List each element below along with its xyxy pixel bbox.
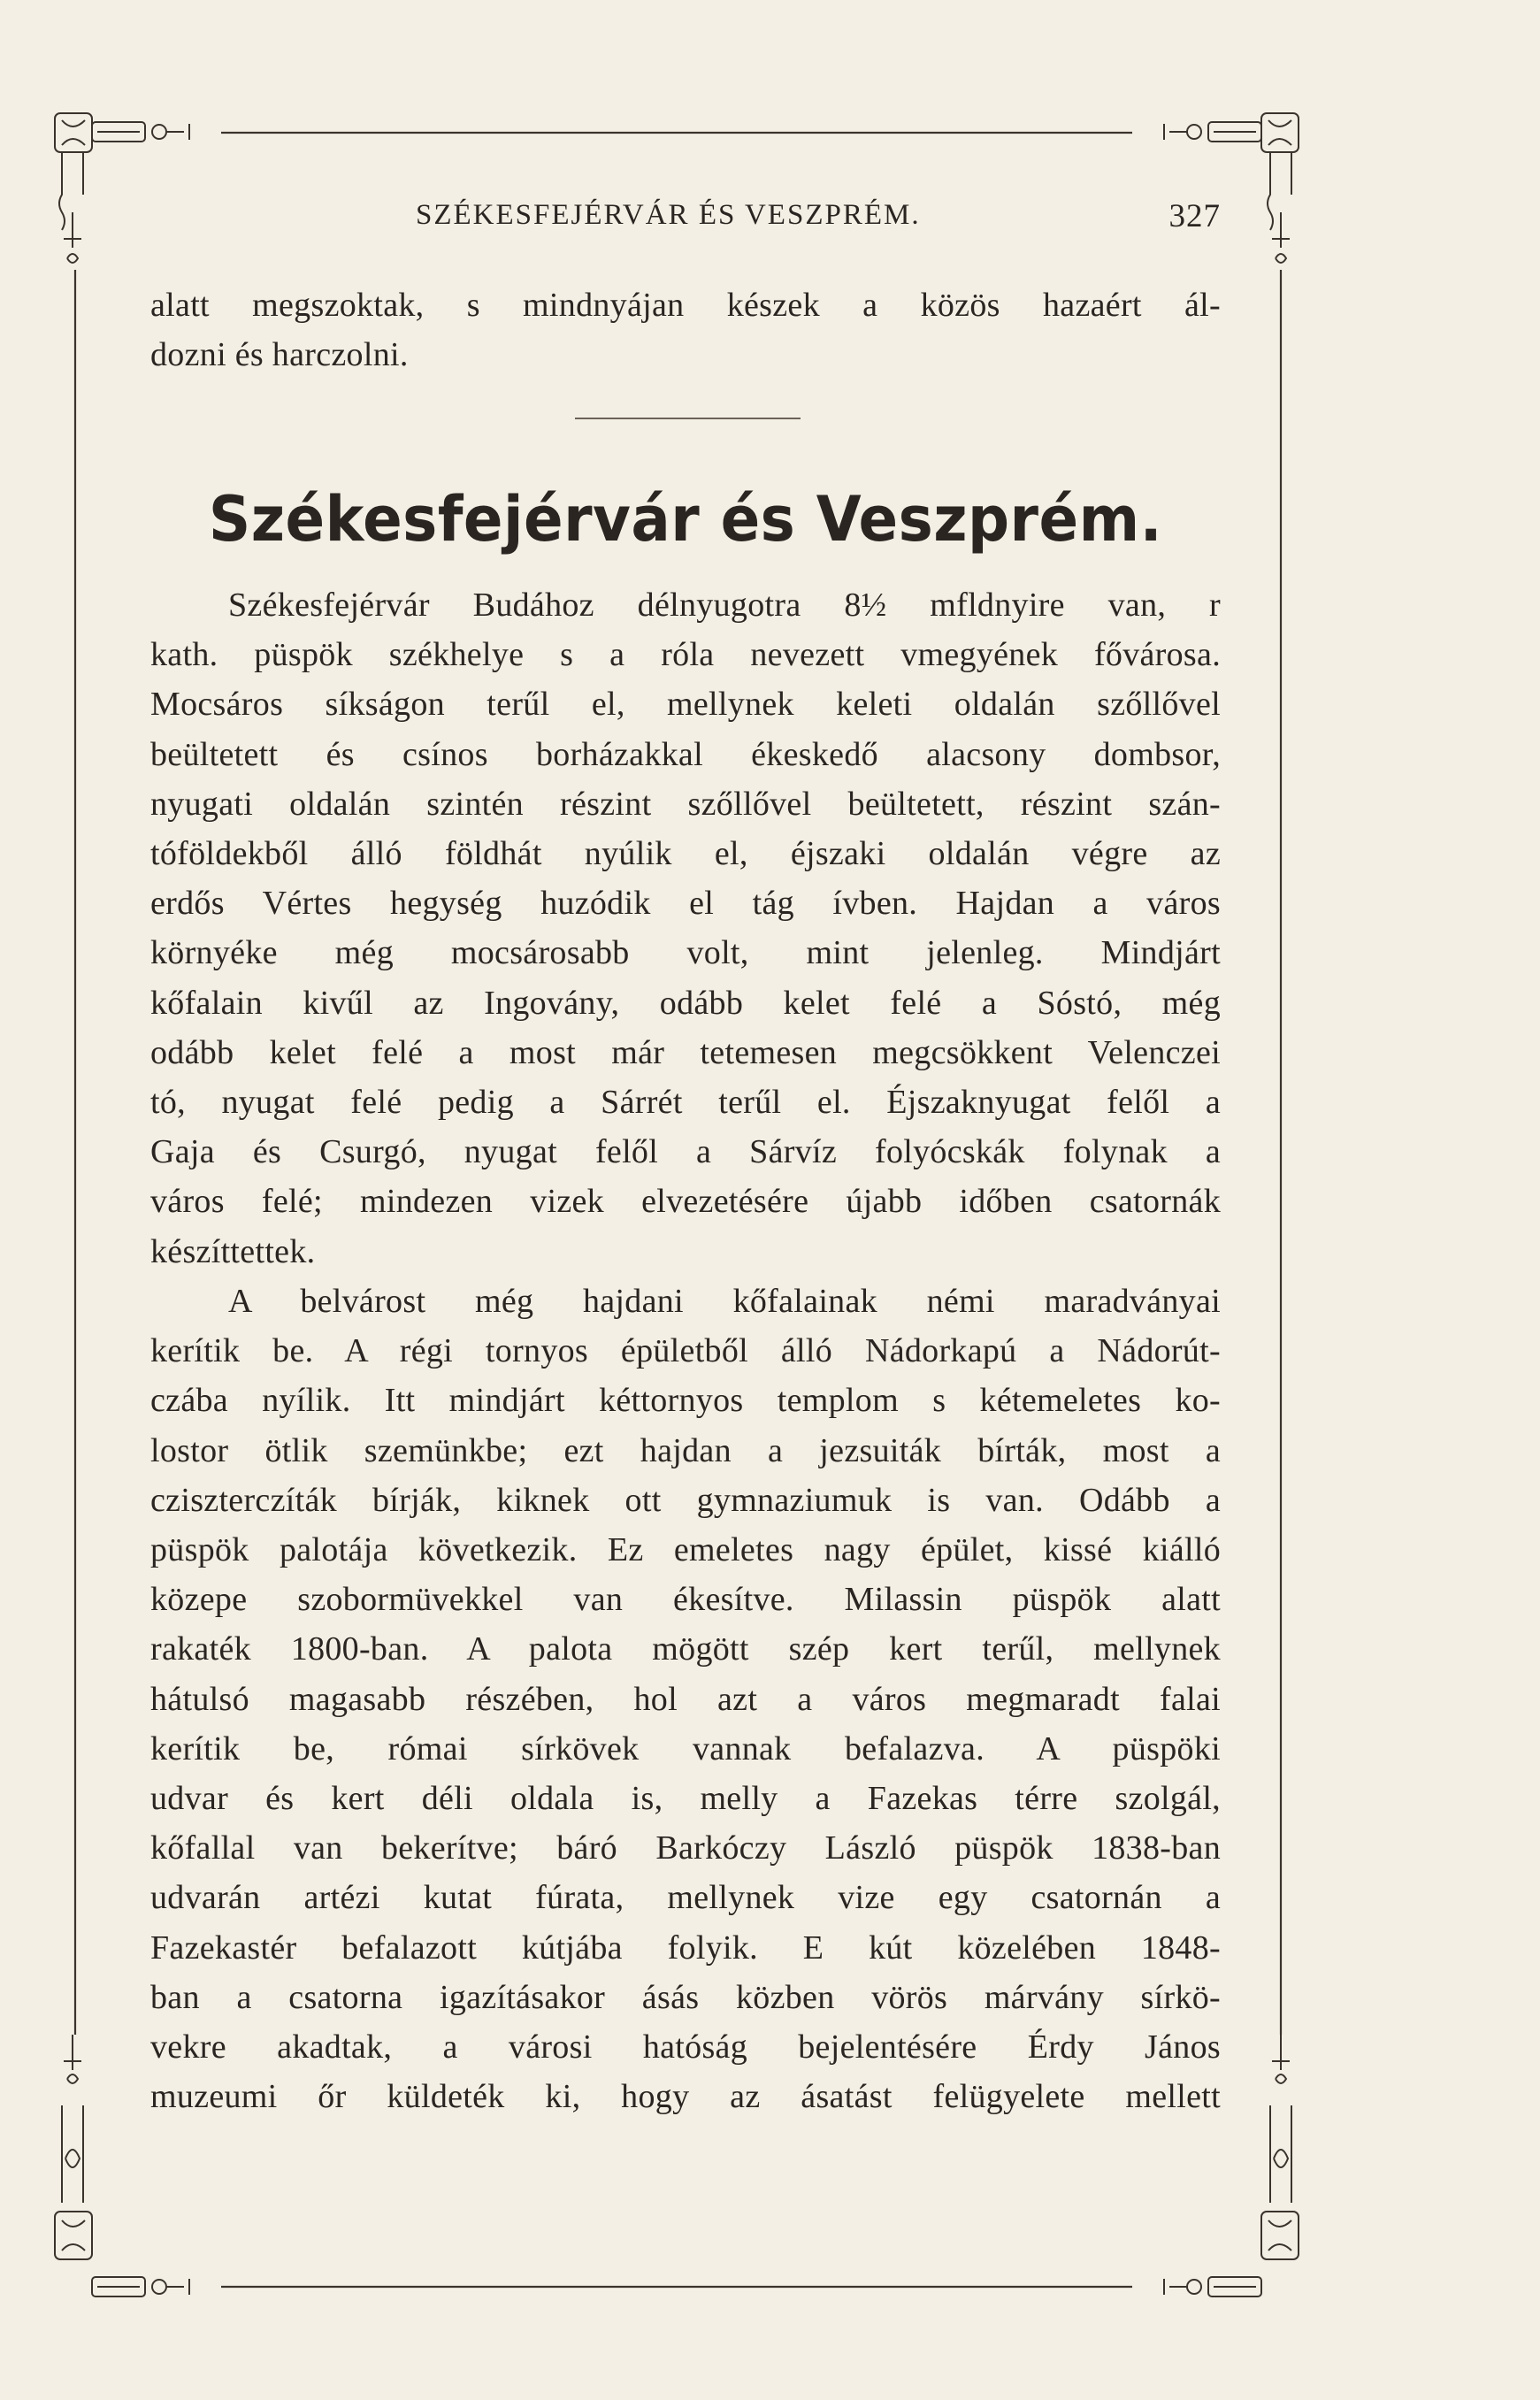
text-line: Fazekastér befalazott kútjába folyik. E kút közelében 1848- bbox=[150, 1928, 1221, 1967]
text-line: ban a csatorna igazításakor ásás közben vörös márvány sírkö- bbox=[150, 1978, 1221, 2016]
continuation-text bbox=[150, 280, 1221, 380]
text-line: udvar és kert déli oldala is, melly a Fazekas térre szolgál, bbox=[150, 1780, 1221, 1818]
text-line: erdős Vértes hegység huzódik el tág ívben. Hajdan a város bbox=[150, 885, 1221, 923]
text-line: város felé; mindezen vizek elvezetésére újabb időben csatornák bbox=[150, 1183, 1221, 1221]
text-line: A belvárost még hajdani kőfalainak némi maradványai bbox=[228, 1283, 1221, 1320]
text-line: alatt megszoktak, s mindnyájan készek a közös hazaért ál- bbox=[150, 287, 1221, 324]
paragraph-1 bbox=[150, 580, 1221, 1277]
text-line: odább kelet felé a most már tetemesen megcsökkent Velenczei bbox=[150, 1033, 1221, 1071]
text-line: beültetett és csínos borházakkal ékeskedő alacsony dombsor, bbox=[150, 735, 1221, 773]
page-number: 327 bbox=[1168, 198, 1221, 234]
paragraph-2 bbox=[150, 1277, 1221, 2121]
text-line: dozni és harczolni. bbox=[150, 336, 409, 374]
text-line: czába nyílik. Itt mindjárt kéttornyos templom s kétemeletes ko- bbox=[150, 1382, 1221, 1420]
text-line: közepe szobormüvekkel van ékesítve. Milassin püspök alatt bbox=[150, 1581, 1221, 1619]
running-title: SZÉKESFEJÉRVÁR ÉS VESZPRÉM. bbox=[416, 199, 921, 231]
text-line: nyugati oldalán szintén részint szőllővel beültetett, részint szán- bbox=[150, 785, 1221, 823]
text-line: kath. püspök székhelye s a róla nevezett vmegyének fővárosa. bbox=[150, 636, 1221, 674]
text-line: rakaték 1800-ban. A palota mögött szép kert terűl, mellynek bbox=[150, 1630, 1221, 1668]
text-line: püspök palotája következik. Ez emeletes nagy épület, kissé kiálló bbox=[150, 1531, 1221, 1569]
text-line: kőfalain kivűl az Ingovány, odább kelet felé a Sóstó, még bbox=[150, 984, 1221, 1022]
text-line: muzeumi őr küldeték ki, hogy az ásatást felügyelete mellett bbox=[150, 2078, 1221, 2116]
text-line: Gaja és Csurgó, nyugat felől a Sárvíz folyócskák folynak a bbox=[150, 1133, 1221, 1171]
text-line: hátulsó magasabb részében, hol azt a város megmaradt falai bbox=[150, 1680, 1221, 1718]
running-head bbox=[150, 199, 1221, 252]
text-line: kerítik be, római sírkövek vannak befalazva. A püspöki bbox=[150, 1729, 1221, 1767]
text-line: Mocsáros síkságon terűl el, mellynek keleti oldalán szőllővel bbox=[150, 686, 1221, 724]
text-line: készíttettek. bbox=[150, 1232, 316, 1270]
text-line: tóföldekből álló földhát nyúlik el, éjszaki oldalán végre az bbox=[150, 835, 1221, 873]
text-line: kerítik be. A régi tornyos épületből álló Nádorkapú a Nádorút- bbox=[150, 1332, 1221, 1370]
text-line: Székesfejérvár Budához délnyugotra 8½ mfldnyire van, r bbox=[228, 587, 1221, 624]
text-line: cziszterczíták bírják, kiknek ott gymnaziumuk is van. Odább a bbox=[150, 1481, 1221, 1519]
section-divider bbox=[575, 418, 801, 419]
text-line: környéke még mocsárosabb volt, mint jelenleg. Mindjárt bbox=[150, 934, 1221, 972]
section-heading: Székesfejérvár és Veszprém. bbox=[208, 483, 1163, 556]
text-line: udvarán artézi kutat fúrata, mellynek vize egy csatornán a bbox=[150, 1879, 1221, 1917]
text-line: lostor ötlik szemünkbe; ezt hajdan a jezsuiták bírták, most a bbox=[150, 1431, 1221, 1469]
text-line: tó, nyugat felé pedig a Sárrét terűl el. Éjszaknyugat felől a bbox=[150, 1084, 1221, 1122]
text-line: vekre akadtak, a városi hatóság bejelentésére Érdy János bbox=[150, 2028, 1221, 2066]
text-line: kőfallal van bekerítve; báró Barkóczy László püspök 1838-ban bbox=[150, 1829, 1221, 1867]
